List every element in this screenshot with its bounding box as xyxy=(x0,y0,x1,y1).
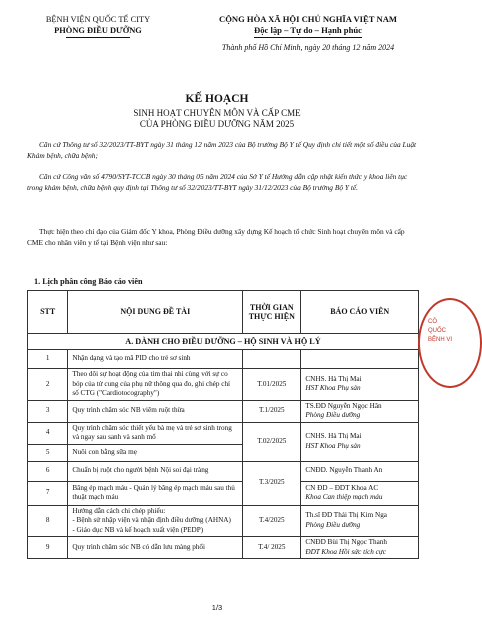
row-topic: Quy trình chăm sóc NB có dẫn lưu màng phổi xyxy=(68,537,243,559)
row-stt: 4 xyxy=(28,422,68,444)
reporter-dept: HST Khoa Phụ sản xyxy=(305,441,361,450)
header-topic: NỘI DUNG ĐỀ TÀI xyxy=(68,291,243,334)
row-reporter xyxy=(301,369,419,401)
table-row xyxy=(28,481,419,505)
table-row xyxy=(28,350,419,369)
row-time: T.3/2025 xyxy=(243,461,301,505)
row-topic xyxy=(68,505,243,537)
row-stt: 9 xyxy=(28,537,68,559)
national-header xyxy=(192,14,424,53)
reporter-dept: Phòng Điều dưỡng xyxy=(305,520,361,529)
row-reporter xyxy=(301,505,419,537)
section-heading: 1. Lịch phân công Báo cáo viên xyxy=(34,277,143,286)
topic-line: Hướng dẫn cách chi chép phiếu: xyxy=(72,506,166,515)
red-seal-stamp xyxy=(418,298,482,388)
stamp-text: QUỐC xyxy=(428,328,446,334)
title-line-1: KẾ HOẠCH xyxy=(185,93,249,105)
title-line-3: CỦA PHÒNG ĐIỀU DƯỠNG NĂM 2025 xyxy=(139,119,295,129)
table-header-row xyxy=(28,291,419,334)
row-reporter xyxy=(301,481,419,505)
table-row xyxy=(28,422,419,444)
row-topic: Quy trình chăm sóc thiết yếu bà mẹ và trẻ sơ sinh trong và ngay sau sanh và sanh mổ xyxy=(68,422,243,444)
row-time: T.02/2025 xyxy=(243,422,301,461)
reporter-dept: Phòng Điều dưỡng xyxy=(305,411,361,419)
header-time: THỜI GIAN THỰC HIỆN xyxy=(243,291,301,334)
row-reporter xyxy=(301,461,419,481)
intro-paragraph: Thực hiện theo chỉ đạo của Giám đốc Y khoa, Phòng Điều dưỡng xây dựng Kế hoạch tổ chức Sinh hoạt chuyên môn và cấp CME cho nhân viên y tế tại Bệnh viện như sau: xyxy=(27,227,405,247)
reporter-name: CNHS. Hà Thị Mai xyxy=(305,374,362,383)
reporter-name: CNĐD. Nguyễn Thanh An xyxy=(305,466,383,475)
group-a-label: A. DÀNH CHO ĐIỀU DƯỠNG – HỘ SINH VÀ HỘ LÝ xyxy=(28,334,419,350)
department-name: PHÒNG ĐIỀU DƯỠNG xyxy=(54,26,142,35)
document-title xyxy=(0,92,434,130)
row-time-empty xyxy=(243,350,301,369)
table-row xyxy=(28,505,419,537)
reporter-dept: ĐDT Khoa Hồi sức tích cực xyxy=(305,547,386,556)
reporter-name: CN ĐD – ĐDT Khoa AC xyxy=(305,483,379,492)
stamp-text: BỆNH VI xyxy=(428,337,453,343)
country-name: CỘNG HÒA XÃ HỘI CHỦ NGHĨA VIỆT NAM xyxy=(218,14,398,24)
reporter-name: CNĐD Bùi Thị Ngọc Thanh xyxy=(305,538,387,546)
row-time: T.01/2025 xyxy=(243,369,301,401)
row-reporter xyxy=(301,537,419,559)
row-stt: 3 xyxy=(28,400,68,422)
row-reporter xyxy=(301,400,419,422)
row-time: T.4/ 2025 xyxy=(243,537,301,559)
row-stt: 5 xyxy=(28,444,68,461)
header-reporter: BÁO CÁO VIÊN xyxy=(301,291,419,334)
issuer-underline xyxy=(66,37,130,38)
table-row xyxy=(28,537,419,559)
national-motto: Độc lập – Tự do – Hạnh phúc xyxy=(254,25,362,35)
row-time: T.4/2025 xyxy=(243,505,301,537)
row-stt: 8 xyxy=(28,505,68,537)
row-topic: Băng ép mạch máu - Quản lý băng ép mạch máu sau thủ thuật mạch máu xyxy=(68,481,243,505)
reporter-dept: HST Khoa Phụ sản xyxy=(305,384,361,393)
assignment-table xyxy=(27,290,419,559)
row-reporter xyxy=(301,422,419,461)
row-topic: Chuẩn bị ruột cho người bệnh Nội soi đại tràng xyxy=(68,461,243,481)
table-row xyxy=(28,369,419,401)
group-a-row xyxy=(28,334,419,350)
title-line-2: SINH HOẠT CHUYÊN MÔN VÀ CẤP CME xyxy=(133,108,301,118)
stamp-text: CÔ xyxy=(428,319,437,325)
row-stt: 6 xyxy=(28,461,68,481)
row-topic: Theo dõi sự hoạt động của tim thai nhi cùng với sự co bóp của tử cung của phụ nữ thông qua đo, ghi chép chỉ số CTG ("Cardiotocography") xyxy=(68,369,243,401)
reporter-name: Th.sĩ ĐD Thái Thị Kim Nga xyxy=(305,511,387,520)
header-stt: STT xyxy=(28,291,68,334)
table-row xyxy=(28,461,419,481)
place-date: Thành phố Hồ Chí Minh, ngày 20 tháng 12 năm 2024 xyxy=(221,43,395,52)
page-number: 1/3 xyxy=(211,603,223,612)
row-stt: 1 xyxy=(28,350,68,369)
reporter-dept: Khoa Can thiệp mạch máu xyxy=(305,493,383,501)
row-topic: Quy trình chăm sóc NB viêm ruột thừa xyxy=(68,400,243,422)
basis-paragraph-2: Căn cứ Công văn số 4790/SYT-TCCB ngày 30 tháng 05 năm 2024 của Sở Y tế Hướng dẫn cập nhật kiến thức y khoa liên tục trong khám bệnh, chữa bệnh quy định tại Thông tư số 32/2023/TT-BYT ngày 31/12/2023 của Bộ trưởng Bộ Y tế. xyxy=(27,172,408,192)
reporter-name: TS.ĐD Nguyễn Ngọc Hân xyxy=(305,401,382,410)
table-row xyxy=(28,400,419,422)
row-topic: Nhận dạng và tạo mã PID cho trẻ sơ sinh xyxy=(68,350,243,369)
row-reporter-empty xyxy=(301,350,419,369)
row-stt: 7 xyxy=(28,481,68,505)
topic-line: - Giáo dục NB và kế hoạch xuất viện (PEDP) xyxy=(72,525,204,534)
hospital-name: BỆNH VIỆN QUỐC TẾ CITY xyxy=(45,15,151,24)
row-stt: 2 xyxy=(28,369,68,401)
topic-line: - Bệnh sử nhập viện và nhận định điều dưỡng (AHNA) xyxy=(72,516,231,524)
row-time: T.1/2025 xyxy=(243,400,301,422)
row-topic: Nuôi con bằng sữa mẹ xyxy=(68,444,243,461)
reporter-name: CNHS. Hà Thị Mai xyxy=(305,432,362,440)
issuer-block xyxy=(14,14,182,38)
basis-paragraph-1: Căn cứ Thông tư số 32/2023/TT-BYT ngày 31 tháng 12 năm 2023 của Bộ trưởng Bộ Y tế Quy định chi tiết một số điều của Luật Khám bệnh, chữa bệnh; xyxy=(27,140,417,160)
motto-underline xyxy=(254,37,362,38)
